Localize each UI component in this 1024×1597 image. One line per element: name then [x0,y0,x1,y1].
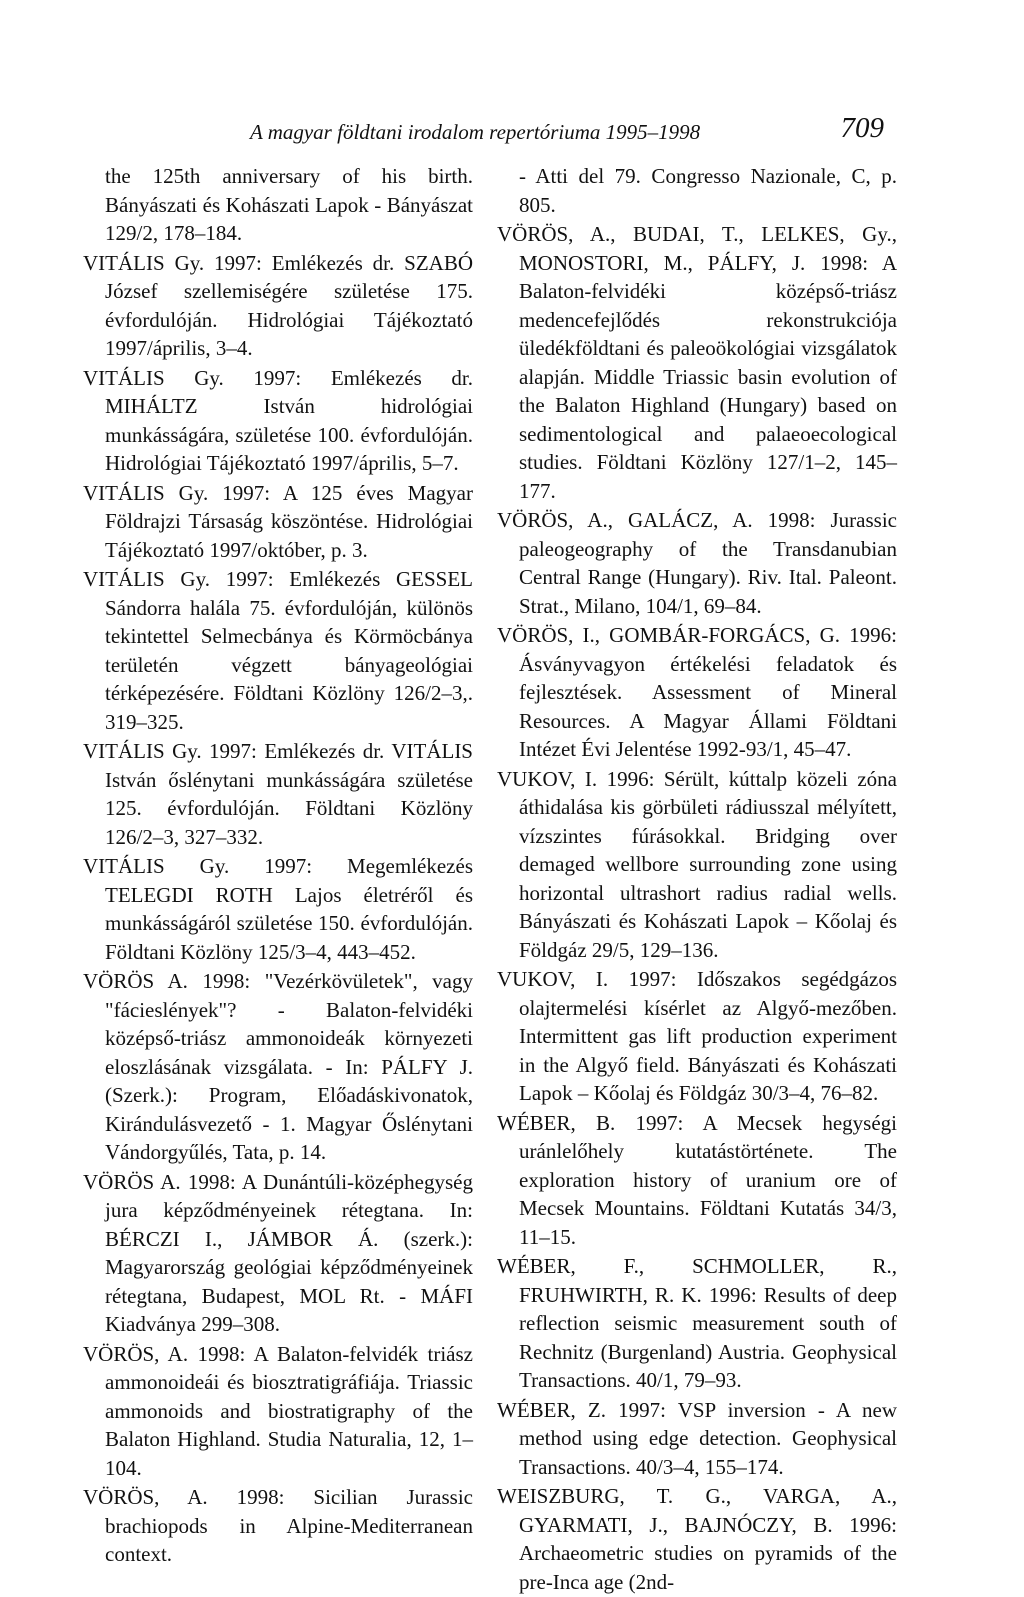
bibliography-entry: VÖRÖS, A. 1998: Sicilian Jurassic brachiopods in Alpine-Mediterranean context. [83,1485,473,1566]
bibliography-entry: WEISZBURG, T. G., VARGA, A., GYARMATI, J., BAJNÓCZY, B. 1996: Archaeometric studies on pyramids of the pre-Inca age (2nd- [497,1484,897,1594]
right-column [497,162,897,1597]
bibliography-entry: VÖRÖS, A., GALÁCZ, A. 1998: Jurassic paleogeography of the Transdanubian Central Range (Hungary). Riv. Ital. Paleont. Strat., Milano, 104/1, 69–84. [497,508,897,618]
bibliography-entry: WÉBER, F., SCHMOLLER, R., FRUHWIRTH, R. K. 1996: Results of deep reflection seismic measurement south of Rechnitz (Burgenland) Austria. Geophysical Transactions. 40/1, 79–93. [497,1254,897,1392]
bibliography-entry: VITÁLIS Gy. 1997: Emlékezés dr. MIHÁLTZ István hidrológiai munkásságára, születése 100. évfordulóján. Hidrológiai Tájékoztató 1997/április, 5–7. [83,365,473,475]
bibliography-entry: VUKOV, I. 1996: Sérült, kúttalp közeli zóna áthidalása kis görbületi rádiusszal mélyített, vízszintes fúrásokkal. Bridging over demaged wellbore surrounding zone using horizontal ultrashort radius radial wells. Bányászati és Kohászati Lapok – Kőolaj és Földgáz 29/5, 129–136. [497,766,897,962]
bibliography-entry: VÖRÖS, A. 1998: A Balaton-felvidék triász ammonoideái és biosztratigráfiája. Triassic ammonoids and biostratigraphy of the Balaton Highland. Studia Naturalia, 12, 1–104. [83,1341,473,1480]
bibliography-entry: - Atti del 79. Congresso Nazionale, C, p. 805. [519,164,897,217]
page-number: 709 [840,112,884,144]
left-column [83,162,473,1570]
bibliography-entry: VITÁLIS Gy. 1997: Emlékezés dr. SZABÓ József szellemiségére születése 175. évfordulóján. Hidrológiai Tájékoztató 1997/április, 3–4. [83,250,473,360]
running-title: A magyar földtani irodalom repertóriuma 1995–1998 [250,120,701,144]
bibliography-entry: the 125th anniversary of his birth. Bányászati és Kohászati Lapok - Bányászat 129/2, 178–184. [105,164,473,245]
bibliography-entry: VITÁLIS Gy. 1997: A 125 éves Magyar Földrajzi Társaság köszöntése. Hidrológiai Tájékoztató 1997/október, p. 3. [83,480,473,562]
running-header [0,112,1024,158]
bibliography-entry: VÖRÖS A. 1998: "Vezérkövületek", vagy "fácieslények"? - Balaton-felvidéki középső-triász ammonoideák környezeti eloszlásának vizsgálata. - In: PÁLFY J. (Szerk.): Program, Előadáskivonatok, Kirándulásvezető - 1. Magyar Őslénytani Vándorgyűlés, Tata, p. 14. [83,969,473,1164]
bibliography-entry: VÖRÖS, A., BUDAI, T., LELKES, Gy., MONOSTORI, M., PÁLFY, J. 1998: A Balaton-felvidéki középső-triász medencefejlődés rekonstrukciója üledékföldtani és paleoökológiai vizsgálatok alapján. Middle Triassic basin evolution of the Balaton Highland (Hungary) based on sedimentological and palaeoecological studies. Földtani Közlöny 127/1–2, 145–177. [497,222,897,503]
bibliography-entry: WÉBER, B. 1997: A Mecsek hegységi uránlelőhely kutatástörténete. The exploration history of uranium ore of Mecsek Mountains. Földtani Kutatás 34/3, 11–15. [497,1110,897,1249]
bibliography-entry: VUKOV, I. 1997: Időszakos segédgázos olajtermelési kísérlet az Algyő-mezőben. Intermittent gas lift production experiment in the Algyő field. Bányászati és Kohászati Lapok – Kőolaj és Földgáz 30/3–4, 76–82. [497,967,897,1105]
bibliography-entry: VITÁLIS Gy. 1997: Emlékezés dr. VITÁLIS István őslénytani munkásságára születése 125. évfordulóján. Földtani Közlöny 126/2–3, 327–332. [83,739,473,849]
bibliography-entry: VÖRÖS, I., GOMBÁR-FORGÁCS, G. 1996: Ásványvagyon értékelési feladatok és fejlesztések. Assessment of Mineral Resources. A Magyar Állami Földtani Intézet Évi Jelentése 1992-93/1, 45–47. [497,623,897,761]
bibliography-entry: WÉBER, Z. 1997: VSP inversion - A new method using edge detection. Geophysical Transactions. 40/3–4, 155–174. [497,1397,897,1479]
bibliography-entry: VÖRÖS A. 1998: A Dunántúli-középhegység jura képződményeinek rétegtana. In: BÉRCZI I., JÁMBOR Á. (szerk.): Magyarország geológiai képződményeinek rétegtana, Budapest, MOL Rt. - MÁFI Kiadványa 299–308. [83,1169,473,1336]
bibliography-entry: VITÁLIS Gy. 1997: Emlékezés GESSEL Sándorra halála 75. évfordulóján, különös tekintettel Selmecbánya és Körmöcbánya területén végzett bányageológiai térképezésére. Földtani Közlöny 126/2–3,. 319–325. [83,567,473,734]
bibliography-entry: VITÁLIS Gy. 1997: Megemlékezés TELEGDI ROTH Lajos életréről és munkásságáról születése 150. évfordulóján. Földtani Közlöny 125/3–4, 443–452. [83,854,473,964]
